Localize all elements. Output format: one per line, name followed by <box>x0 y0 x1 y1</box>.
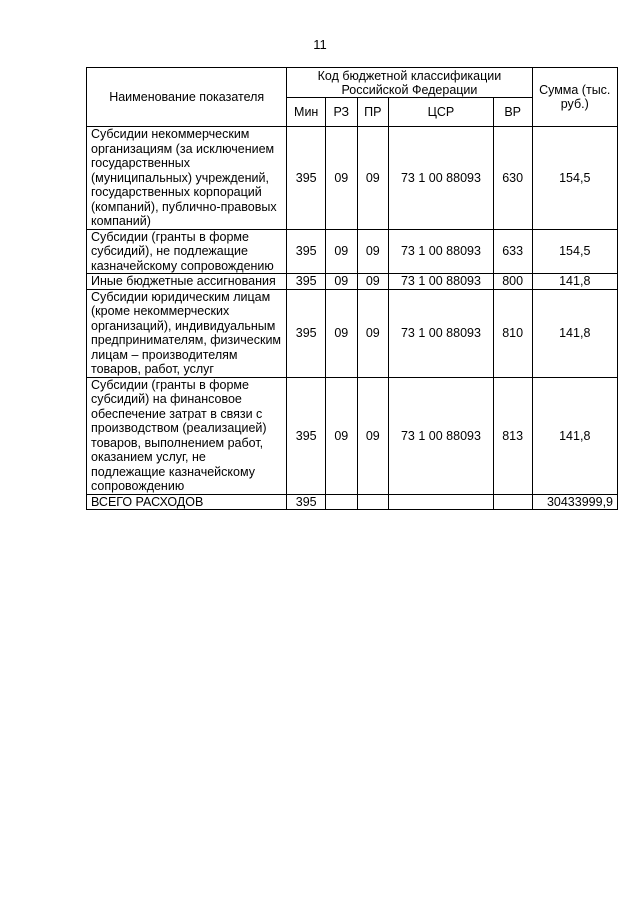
row-pr: 09 <box>357 377 389 494</box>
header-rz: РЗ <box>326 98 358 127</box>
row-rz: 09 <box>326 229 358 274</box>
row-name: Субсидии юридическим лицам (кроме некоммерческих организаций), индивидуальным предпринимателям, физическим лицам – производителям товаров, работ, услуг <box>87 289 287 377</box>
row-name: Субсидии (гранты в форме субсидий) на финансовое обеспечение затрат в связи с производством (реализацией) товаров, выполнением работ, оказанием услуг, не подлежащие казначейскому сопровождению <box>87 377 287 494</box>
row-min: 395 <box>287 229 326 274</box>
table-row <box>87 377 618 494</box>
row-pr: 09 <box>357 274 389 290</box>
table-row <box>87 229 618 274</box>
row-csr: 73 1 00 88093 <box>389 377 494 494</box>
total-vr-empty <box>493 494 532 510</box>
table-row <box>87 289 618 377</box>
row-rz: 09 <box>326 289 358 377</box>
header-csr: ЦСР <box>389 98 494 127</box>
row-vr: 813 <box>493 377 532 494</box>
row-name: Субсидии (гранты в форме субсидий), не подлежащие казначейскому сопровождению <box>87 229 287 274</box>
total-sum: 30433999,9 <box>532 494 618 510</box>
row-min: 395 <box>287 377 326 494</box>
row-pr: 09 <box>357 127 389 230</box>
row-pr: 09 <box>357 229 389 274</box>
row-min: 395 <box>287 274 326 290</box>
total-label: ВСЕГО РАСХОДОВ <box>87 494 287 510</box>
header-code-group: Код бюджетной классификации Российской Федерации <box>287 68 532 98</box>
row-vr: 630 <box>493 127 532 230</box>
total-pr-empty <box>357 494 389 510</box>
row-name: Иные бюджетные ассигнования <box>87 274 287 290</box>
row-csr: 73 1 00 88093 <box>389 229 494 274</box>
table-row <box>87 274 618 290</box>
table-row <box>87 127 618 230</box>
row-vr: 800 <box>493 274 532 290</box>
row-rz: 09 <box>326 127 358 230</box>
header-vr: ВР <box>493 98 532 127</box>
row-csr: 73 1 00 88093 <box>389 289 494 377</box>
row-csr: 73 1 00 88093 <box>389 274 494 290</box>
header-sum: Сумма (тыс. руб.) <box>532 68 618 127</box>
row-rz: 09 <box>326 274 358 290</box>
header-min: Мин <box>287 98 326 127</box>
budget-table <box>86 67 618 510</box>
row-csr: 73 1 00 88093 <box>389 127 494 230</box>
row-vr: 633 <box>493 229 532 274</box>
row-sum: 154,5 <box>532 229 618 274</box>
row-min: 395 <box>287 127 326 230</box>
row-name: Субсидии некоммерческим организациям (за исключением государственных (муниципальных) учреждений, государственных корпораций (компаний), публично-правовых компаний) <box>87 127 287 230</box>
total-min: 395 <box>287 494 326 510</box>
total-row <box>87 494 618 510</box>
row-rz: 09 <box>326 377 358 494</box>
row-sum: 141,8 <box>532 289 618 377</box>
page-number: 11 <box>313 37 327 52</box>
row-sum: 141,8 <box>532 274 618 290</box>
total-csr-empty <box>389 494 494 510</box>
row-min: 395 <box>287 289 326 377</box>
header-pr: ПР <box>357 98 389 127</box>
row-sum: 154,5 <box>532 127 618 230</box>
total-rz-empty <box>326 494 358 510</box>
row-sum: 141,8 <box>532 377 618 494</box>
row-pr: 09 <box>357 289 389 377</box>
header-name: Наименование показателя <box>87 68 287 127</box>
row-vr: 810 <box>493 289 532 377</box>
